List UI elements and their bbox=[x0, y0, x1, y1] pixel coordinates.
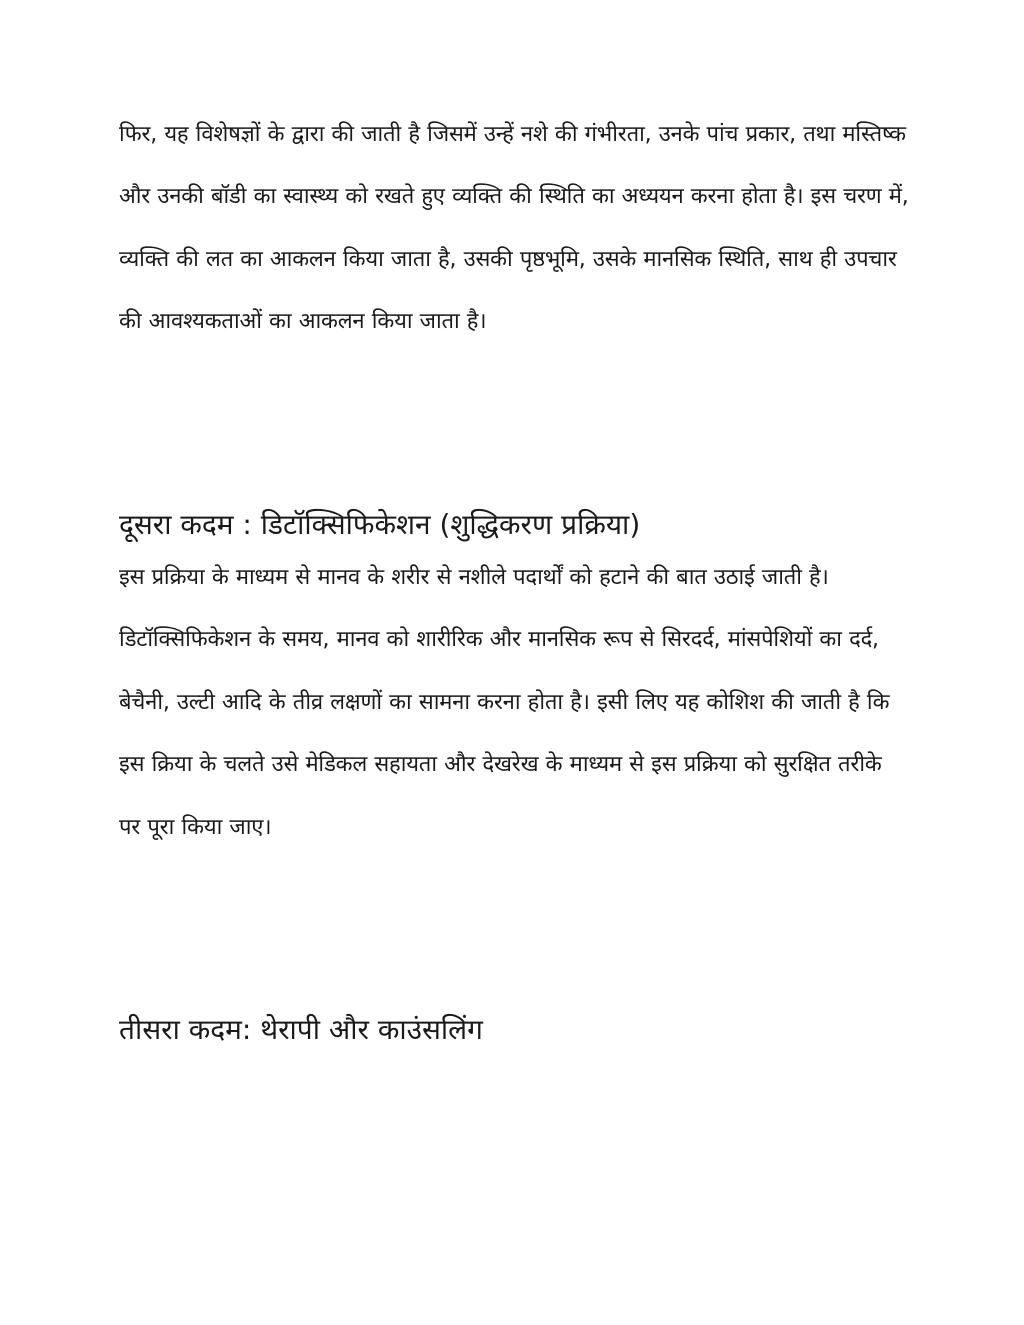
heading-step-two-detoxification: दूसरा कदम : डिटॉक्सिफिकेशन (शुद्धिकरण प्रक्रिया) bbox=[119, 508, 641, 541]
paragraph-assessment: फिर, यह विशेषज्ञों के द्वारा की जाती है जिसमें उन्हें नशे की गंभीरता, उनके पांच प्रकार, तथा मस्तिष्क और उनकी बॉडी का स्वास्थ्य को रखते हुए व्यक्ति की स्थिति का अध्ययन करना होता है। इस चरण में, व्यक्ति की लत का आकलन किया जाता है, उसकी पृष्ठभूमि, उसके मानसिक स्थिति, साथ ही उपचार की आवश्यकताओं का आकलन किया जाता है। bbox=[119, 122, 909, 335]
paragraph-detoxification: इस प्रक्रिया के माध्यम से मानव के शरीर से नशीले पदार्थों को हटाने की बात उठाई जाती है। डिटॉक्सिफिकेशन के समय, मानव को शारीरिक और मानसिक रूप से सिरदर्द, मांसपेशियों का दर्द, बेचैनी, उल्टी आदि के तीव्र लक्षणों का सामना करना होता है। इसी लिए यह कोशिश की जाती है कि इस क्रिया के चलते उसे मेडिकल सहायता और देखरेख के माध्यम से इस प्रक्रिया को सुरक्षित तरीके पर पूरा किया जाए। bbox=[119, 565, 890, 840]
heading-step-three-therapy-counselling: तीसरा कदम: थेरापी और काउंसलिंग bbox=[119, 1013, 483, 1046]
